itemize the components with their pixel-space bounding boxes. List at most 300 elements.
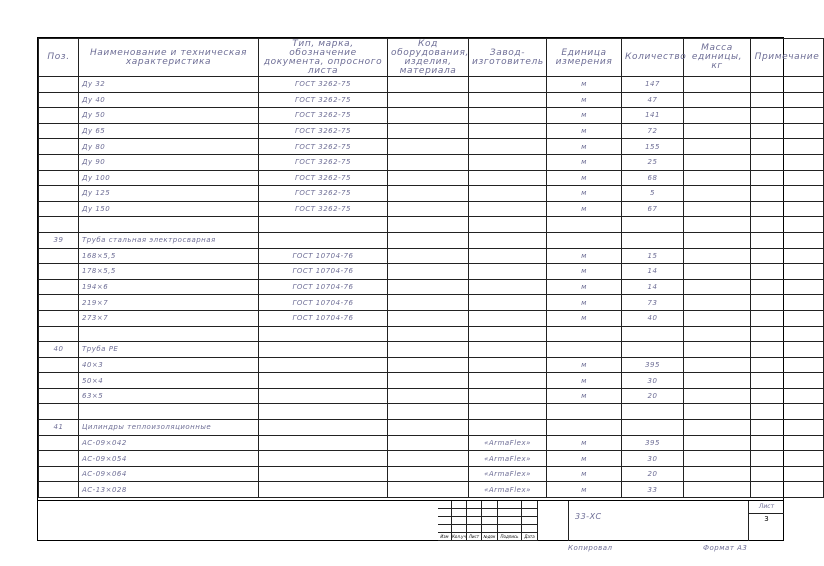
row-mass xyxy=(684,154,751,170)
row-type xyxy=(259,482,388,498)
row-name: Ду 32 xyxy=(79,77,259,93)
row-maker xyxy=(469,154,547,170)
row-pos xyxy=(39,170,79,186)
row-unit: м xyxy=(547,295,622,311)
row-type xyxy=(259,373,388,389)
row-qty: 20 xyxy=(622,388,684,404)
row-note xyxy=(751,186,824,202)
row-pos xyxy=(39,466,79,482)
row-type: ГОСТ 3262-75 xyxy=(259,154,388,170)
row-unit xyxy=(547,232,622,248)
row-name: Цилиндры теплоизоляционные xyxy=(79,420,259,436)
row-type: ГОСТ 3262-75 xyxy=(259,108,388,124)
row-note xyxy=(751,123,824,139)
row-maker xyxy=(469,248,547,264)
row-name: AC-09×042 xyxy=(79,435,259,451)
table-row xyxy=(39,388,824,404)
row-unit: м xyxy=(547,92,622,108)
header-name: Наименование и техническая характеристика xyxy=(79,39,259,77)
row-type: ГОСТ 3262-75 xyxy=(259,123,388,139)
row-qty: 14 xyxy=(622,264,684,280)
row-qty xyxy=(622,420,684,436)
row-type xyxy=(259,420,388,436)
row-mass xyxy=(684,201,751,217)
row-qty xyxy=(622,232,684,248)
row-maker: «ArmaFlex» xyxy=(469,466,547,482)
row-mass xyxy=(684,186,751,202)
table-row xyxy=(39,123,824,139)
row-type: ГОСТ 3262-75 xyxy=(259,92,388,108)
row-mass xyxy=(684,232,751,248)
row-qty xyxy=(622,404,684,420)
row-type xyxy=(259,357,388,373)
revision-cell xyxy=(438,517,452,525)
row-unit: м xyxy=(547,279,622,295)
row-mass xyxy=(684,404,751,420)
row-code xyxy=(388,92,469,108)
row-maker xyxy=(469,310,547,326)
row-maker: «ArmaFlex» xyxy=(469,482,547,498)
table-row xyxy=(39,482,824,498)
row-type xyxy=(259,232,388,248)
row-mass xyxy=(684,357,751,373)
row-qty: 25 xyxy=(622,154,684,170)
row-name: Ду 150 xyxy=(79,201,259,217)
revision-cell xyxy=(467,509,482,517)
row-code xyxy=(388,123,469,139)
row-pos: 40 xyxy=(39,342,79,358)
row-pos xyxy=(39,123,79,139)
row-unit: м xyxy=(547,139,622,155)
row-maker xyxy=(469,139,547,155)
row-maker: «ArmaFlex» xyxy=(469,451,547,467)
revision-cell xyxy=(522,525,538,533)
row-mass xyxy=(684,295,751,311)
row-type xyxy=(259,326,388,342)
row-type: ГОСТ 10704-76 xyxy=(259,310,388,326)
row-unit: м xyxy=(547,77,622,93)
revision-cell xyxy=(498,509,522,517)
table-row xyxy=(39,108,824,124)
row-pos xyxy=(39,186,79,202)
table-row xyxy=(39,154,824,170)
revision-cell xyxy=(522,509,538,517)
row-unit: м xyxy=(547,373,622,389)
revision-cell xyxy=(482,509,498,517)
revision-cell xyxy=(522,517,538,525)
row-mass xyxy=(684,420,751,436)
revision-cell xyxy=(467,501,482,509)
row-note xyxy=(751,139,824,155)
row-note xyxy=(751,201,824,217)
revision-cell xyxy=(452,501,467,509)
row-pos xyxy=(39,217,79,233)
row-unit: м xyxy=(547,466,622,482)
row-mass xyxy=(684,373,751,389)
row-pos xyxy=(39,388,79,404)
row-note xyxy=(751,404,824,420)
table-row xyxy=(39,420,824,436)
row-name: Ду 125 xyxy=(79,186,259,202)
revision-cell xyxy=(482,525,498,533)
row-note xyxy=(751,217,824,233)
row-pos xyxy=(39,310,79,326)
row-code xyxy=(388,357,469,373)
row-qty xyxy=(622,342,684,358)
row-code xyxy=(388,326,469,342)
row-type xyxy=(259,217,388,233)
row-qty: 30 xyxy=(622,373,684,389)
row-pos xyxy=(39,404,79,420)
row-mass xyxy=(684,123,751,139)
row-qty: 155 xyxy=(622,139,684,155)
table-row xyxy=(39,466,824,482)
row-name: Ду 80 xyxy=(79,139,259,155)
table-row xyxy=(39,451,824,467)
sheet-number: 3 xyxy=(764,515,769,523)
table-header-row xyxy=(39,39,824,77)
revision-cell xyxy=(438,525,452,533)
row-name: AC-13×028 xyxy=(79,482,259,498)
row-note xyxy=(751,279,824,295)
row-name xyxy=(79,404,259,420)
row-name: 40×3 xyxy=(79,357,259,373)
spec-sheet xyxy=(37,37,820,541)
row-note xyxy=(751,92,824,108)
table-row xyxy=(39,77,824,93)
row-code xyxy=(388,482,469,498)
row-pos xyxy=(39,357,79,373)
table-row xyxy=(39,404,824,420)
table-row xyxy=(39,373,824,389)
row-note xyxy=(751,357,824,373)
row-note xyxy=(751,482,824,498)
row-unit: м xyxy=(547,170,622,186)
row-maker xyxy=(469,92,547,108)
row-unit: м xyxy=(547,435,622,451)
row-name: 219×7 xyxy=(79,295,259,311)
revision-col-label: Кол.уч xyxy=(452,534,466,539)
row-code xyxy=(388,186,469,202)
row-note xyxy=(751,342,824,358)
row-code xyxy=(388,451,469,467)
row-note xyxy=(751,466,824,482)
row-type: ГОСТ 10704-76 xyxy=(259,295,388,311)
row-unit xyxy=(547,326,622,342)
row-type: ГОСТ 10704-76 xyxy=(259,264,388,280)
revision-grid xyxy=(438,501,568,541)
header-note: Примечание xyxy=(751,39,824,77)
row-pos xyxy=(39,154,79,170)
row-maker xyxy=(469,170,547,186)
row-mass xyxy=(684,139,751,155)
row-name: 50×4 xyxy=(79,373,259,389)
table-row xyxy=(39,435,824,451)
row-mass xyxy=(684,279,751,295)
row-unit: м xyxy=(547,357,622,373)
row-qty xyxy=(622,217,684,233)
row-pos xyxy=(39,77,79,93)
row-name: 178×5,5 xyxy=(79,264,259,280)
row-code xyxy=(388,77,469,93)
row-code xyxy=(388,201,469,217)
row-maker xyxy=(469,342,547,358)
row-pos xyxy=(39,139,79,155)
row-qty: 33 xyxy=(622,482,684,498)
row-maker xyxy=(469,217,547,233)
row-maker xyxy=(469,232,547,248)
row-note xyxy=(751,451,824,467)
table-row xyxy=(39,279,824,295)
row-qty: 147 xyxy=(622,77,684,93)
revision-cell xyxy=(482,501,498,509)
revision-cell xyxy=(522,501,538,509)
row-type: ГОСТ 10704-76 xyxy=(259,279,388,295)
row-qty: 47 xyxy=(622,92,684,108)
row-maker xyxy=(469,295,547,311)
table-row xyxy=(39,248,824,264)
row-mass xyxy=(684,326,751,342)
row-type xyxy=(259,435,388,451)
row-code xyxy=(388,248,469,264)
row-qty: 72 xyxy=(622,123,684,139)
row-pos xyxy=(39,201,79,217)
row-note xyxy=(751,77,824,93)
row-unit xyxy=(547,420,622,436)
row-qty: 68 xyxy=(622,170,684,186)
revision-col-label: №док xyxy=(482,533,498,541)
row-maker xyxy=(469,373,547,389)
row-note xyxy=(751,170,824,186)
row-pos xyxy=(39,435,79,451)
specification-table xyxy=(38,38,824,498)
row-pos xyxy=(39,264,79,280)
row-maker xyxy=(469,357,547,373)
row-mass xyxy=(684,310,751,326)
row-mass xyxy=(684,170,751,186)
row-code xyxy=(388,388,469,404)
row-type: ГОСТ 3262-75 xyxy=(259,186,388,202)
header-pos: Поз. xyxy=(39,39,79,77)
row-unit: м xyxy=(547,108,622,124)
row-maker xyxy=(469,279,547,295)
row-note xyxy=(751,264,824,280)
title-block xyxy=(38,500,783,542)
row-code xyxy=(388,342,469,358)
row-mass xyxy=(684,482,751,498)
row-code xyxy=(388,217,469,233)
row-mass xyxy=(684,248,751,264)
row-note xyxy=(751,388,824,404)
row-maker xyxy=(469,201,547,217)
row-mass xyxy=(684,77,751,93)
row-code xyxy=(388,404,469,420)
row-pos xyxy=(39,108,79,124)
row-qty: 395 xyxy=(622,357,684,373)
row-code xyxy=(388,466,469,482)
header-maker: Завод-изготовитель xyxy=(469,39,547,77)
row-name: Ду 50 xyxy=(79,108,259,124)
table-row xyxy=(39,217,824,233)
row-qty: 67 xyxy=(622,201,684,217)
row-unit: м xyxy=(547,248,622,264)
row-maker xyxy=(469,77,547,93)
doc-code: 33-ХС xyxy=(575,512,602,521)
row-note xyxy=(751,232,824,248)
table-row xyxy=(39,201,824,217)
row-type xyxy=(259,388,388,404)
row-maker xyxy=(469,123,547,139)
revision-cell xyxy=(452,525,467,533)
row-maker xyxy=(469,420,547,436)
header-mass: Масса единицы, кг xyxy=(684,39,751,77)
row-name: AC-09×054 xyxy=(79,451,259,467)
row-unit xyxy=(547,404,622,420)
row-code xyxy=(388,295,469,311)
sheet-box xyxy=(748,501,783,541)
row-pos xyxy=(39,279,79,295)
row-type: ГОСТ 10704-76 xyxy=(259,248,388,264)
row-code xyxy=(388,435,469,451)
row-type xyxy=(259,466,388,482)
row-pos xyxy=(39,451,79,467)
row-unit: м xyxy=(547,123,622,139)
revision-cell xyxy=(452,509,467,517)
row-qty: 40 xyxy=(622,310,684,326)
revision-cell xyxy=(498,501,522,509)
row-name: 273×7 xyxy=(79,310,259,326)
row-code xyxy=(388,373,469,389)
row-unit: м xyxy=(547,310,622,326)
row-name: AC-09×064 xyxy=(79,466,259,482)
row-name: Труба стальная электросварная xyxy=(79,232,259,248)
row-mass xyxy=(684,388,751,404)
row-mass xyxy=(684,92,751,108)
revision-cell xyxy=(438,509,452,517)
revision-col-label: Изм xyxy=(438,533,452,541)
row-type xyxy=(259,451,388,467)
row-unit: м xyxy=(547,388,622,404)
row-qty: 15 xyxy=(622,248,684,264)
row-note xyxy=(751,373,824,389)
row-mass xyxy=(684,217,751,233)
table-row xyxy=(39,139,824,155)
row-code xyxy=(388,108,469,124)
table-row xyxy=(39,186,824,202)
revision-col-label: Лист xyxy=(467,533,482,541)
row-name: 194×6 xyxy=(79,279,259,295)
revision-cell xyxy=(438,501,452,509)
row-type xyxy=(259,342,388,358)
row-maker xyxy=(469,186,547,202)
revision-cell xyxy=(452,517,467,525)
row-unit xyxy=(547,342,622,358)
row-qty: 73 xyxy=(622,295,684,311)
row-code xyxy=(388,310,469,326)
revision-cell xyxy=(482,517,498,525)
row-mass xyxy=(684,342,751,358)
row-unit xyxy=(547,217,622,233)
row-name xyxy=(79,217,259,233)
revision-cell xyxy=(498,525,522,533)
row-maker xyxy=(469,264,547,280)
row-name: Ду 100 xyxy=(79,170,259,186)
row-note xyxy=(751,248,824,264)
row-maker xyxy=(469,108,547,124)
table-row xyxy=(39,92,824,108)
header-unit: Единица измерения xyxy=(547,39,622,77)
row-type: ГОСТ 3262-75 xyxy=(259,77,388,93)
row-pos xyxy=(39,326,79,342)
row-code xyxy=(388,154,469,170)
table-row xyxy=(39,310,824,326)
doc-code-cell xyxy=(568,501,748,541)
revision-cell xyxy=(467,517,482,525)
row-qty xyxy=(622,326,684,342)
row-type: ГОСТ 3262-75 xyxy=(259,201,388,217)
row-unit: м xyxy=(547,264,622,280)
row-qty: 5 xyxy=(622,186,684,202)
header-qty: Количество xyxy=(622,39,684,77)
row-mass xyxy=(684,264,751,280)
row-unit: м xyxy=(547,451,622,467)
row-maker xyxy=(469,326,547,342)
revision-col-label: Подпись xyxy=(498,533,522,541)
revision-col-label: Дата xyxy=(522,533,538,541)
row-code xyxy=(388,232,469,248)
row-note xyxy=(751,310,824,326)
table-row xyxy=(39,170,824,186)
row-code xyxy=(388,279,469,295)
row-pos xyxy=(39,295,79,311)
table-row xyxy=(39,357,824,373)
row-pos: 41 xyxy=(39,420,79,436)
row-pos xyxy=(39,482,79,498)
table-row xyxy=(39,326,824,342)
row-note xyxy=(751,326,824,342)
row-pos xyxy=(39,248,79,264)
row-mass xyxy=(684,435,751,451)
row-note xyxy=(751,154,824,170)
row-qty: 30 xyxy=(622,451,684,467)
row-note xyxy=(751,435,824,451)
row-unit: м xyxy=(547,201,622,217)
table-row xyxy=(39,295,824,311)
row-name: 63×5 xyxy=(79,388,259,404)
revision-cell xyxy=(467,525,482,533)
row-maker xyxy=(469,388,547,404)
header-code: Код оборудования, изделия, материала xyxy=(388,39,469,77)
revision-cell xyxy=(498,517,522,525)
row-maker: «ArmaFlex» xyxy=(469,435,547,451)
row-mass xyxy=(684,466,751,482)
row-name: Труба PE xyxy=(79,342,259,358)
row-unit: м xyxy=(547,482,622,498)
row-maker xyxy=(469,404,547,420)
row-qty: 20 xyxy=(622,466,684,482)
row-pos xyxy=(39,92,79,108)
row-pos xyxy=(39,373,79,389)
row-unit: м xyxy=(547,186,622,202)
row-name: Ду 65 xyxy=(79,123,259,139)
row-mass xyxy=(684,108,751,124)
footer-format: Формат А3 xyxy=(703,544,748,552)
row-unit: м xyxy=(547,154,622,170)
footer-copied: Копировал xyxy=(568,544,613,552)
row-type xyxy=(259,404,388,420)
row-code xyxy=(388,264,469,280)
table-row xyxy=(39,264,824,280)
